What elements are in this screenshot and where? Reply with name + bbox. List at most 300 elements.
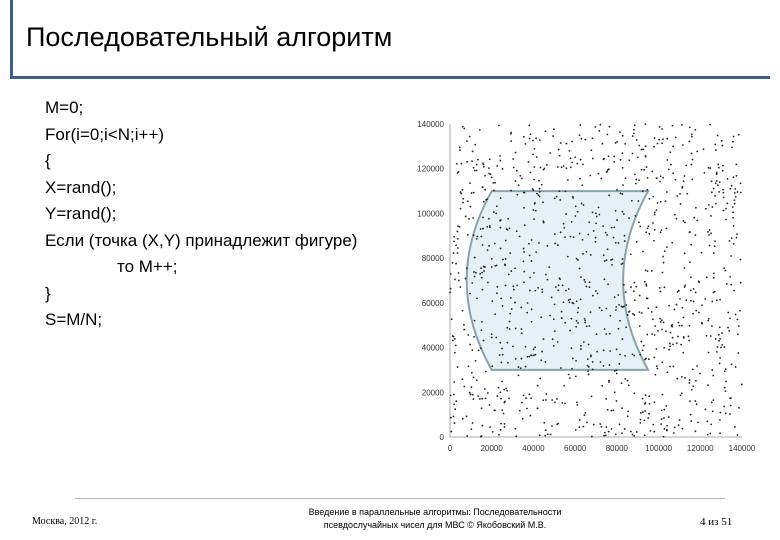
scatter-point — [561, 166, 563, 168]
scatter-point — [718, 191, 720, 193]
scatter-point — [654, 334, 656, 336]
scatter-point — [571, 368, 573, 370]
scatter-point — [646, 334, 648, 336]
scatter-point — [721, 140, 723, 142]
scatter-point — [453, 394, 455, 396]
scatter-point — [737, 434, 739, 436]
scatter-point — [676, 218, 678, 220]
scatter-point — [633, 392, 635, 394]
scatter-point — [633, 133, 635, 135]
scatter-point — [541, 184, 543, 186]
y-tick-label: 80000 — [421, 254, 444, 264]
scatter-point — [539, 196, 541, 198]
scatter-point — [522, 418, 524, 420]
scatter-point — [695, 292, 697, 294]
scatter-point — [684, 377, 686, 379]
scatter-point — [660, 423, 662, 425]
scatter-point — [539, 191, 541, 193]
scatter-point — [470, 393, 472, 395]
scatter-point — [729, 413, 731, 415]
scatter-point — [510, 270, 512, 272]
scatter-point — [498, 125, 500, 127]
scatter-point — [711, 325, 713, 327]
scatter-point — [654, 374, 656, 376]
scatter-point — [666, 138, 668, 140]
scatter-point — [584, 318, 586, 320]
scatter-point — [712, 399, 714, 401]
scatter-point — [663, 347, 665, 349]
scatter-point — [665, 405, 667, 407]
scatter-point — [668, 416, 670, 418]
scatter-point — [510, 190, 512, 192]
scatter-point — [530, 397, 532, 399]
x-tick-label: 120000 — [686, 444, 714, 453]
scatter-point — [638, 179, 640, 181]
scatter-point — [526, 408, 528, 410]
scatter-point — [500, 219, 502, 221]
scatter-point — [645, 231, 647, 233]
scatter-point — [605, 398, 607, 400]
scatter-point — [582, 253, 584, 255]
scatter-point — [494, 182, 496, 184]
scatter-point — [563, 227, 565, 229]
scatter-point — [604, 278, 606, 280]
scatter-point — [510, 140, 512, 142]
scatter-point — [707, 231, 709, 233]
scatter-point — [652, 222, 654, 224]
scatter-point — [721, 332, 723, 334]
scatter-point — [578, 426, 580, 428]
scatter-point — [674, 179, 676, 181]
scatter-point — [587, 234, 589, 236]
scatter-point — [483, 164, 485, 166]
scatter-point — [529, 254, 531, 256]
scatter-point — [666, 227, 668, 229]
scatter-point — [564, 236, 566, 238]
scatter-point — [531, 355, 533, 357]
scatter-point — [688, 382, 690, 384]
scatter-point — [714, 240, 716, 242]
scatter-point — [453, 236, 455, 238]
scatter-point — [636, 431, 638, 433]
scatter-point — [682, 144, 684, 146]
scatter-point — [635, 179, 637, 181]
scatter-point — [559, 277, 561, 279]
scatter-point — [537, 287, 539, 289]
scatter-point — [450, 288, 452, 290]
scatter-point — [527, 356, 529, 358]
scatter-point — [564, 191, 566, 193]
scatter-point — [613, 226, 615, 228]
scatter-point — [625, 326, 627, 328]
scatter-point — [681, 392, 683, 394]
scatter-point — [579, 178, 581, 180]
scatter-point — [655, 209, 657, 211]
scatter-point — [660, 321, 662, 323]
scatter-point — [462, 202, 464, 204]
scatter-point — [676, 304, 678, 306]
scatter-point — [537, 407, 539, 409]
scatter-point — [709, 229, 711, 231]
scatter-point — [627, 314, 629, 316]
scatter-point — [708, 352, 710, 354]
scatter-point — [727, 178, 729, 180]
scatter-point — [733, 225, 735, 227]
code-line: то M++; — [117, 257, 178, 276]
scatter-point — [481, 277, 483, 279]
scatter-point — [528, 161, 530, 163]
scatter-point — [689, 231, 691, 233]
scatter-point — [684, 222, 686, 224]
scatter-point — [584, 139, 586, 141]
scatter-point — [562, 284, 564, 286]
scatter-point — [646, 285, 648, 287]
scatter-point — [482, 425, 484, 427]
scatter-point — [659, 287, 661, 289]
scatter-point — [673, 432, 675, 434]
scatter-point — [684, 253, 686, 255]
scatter-point — [716, 172, 718, 174]
scatter-point — [644, 410, 646, 412]
scatter-point — [683, 180, 685, 182]
scatter-point — [719, 357, 721, 359]
scatter-point — [680, 203, 682, 205]
scatter-point — [580, 276, 582, 278]
scatter-point — [707, 434, 709, 436]
scatter-point — [512, 285, 514, 287]
scatter-point — [551, 399, 553, 401]
scatter-point — [460, 163, 462, 165]
scatter-point — [613, 409, 615, 411]
scatter-point — [694, 129, 696, 131]
scatter-point — [696, 151, 698, 153]
scatter-point — [541, 291, 543, 293]
scatter-point — [514, 302, 516, 304]
scatter-point — [649, 430, 651, 432]
scatter-point — [555, 286, 557, 288]
scatter-point — [673, 366, 675, 368]
scatter-point — [652, 196, 654, 198]
scatter-point — [733, 290, 735, 292]
scatter-point — [626, 304, 628, 306]
scatter-point — [476, 297, 478, 299]
scatter-point — [545, 274, 547, 276]
scatter-point — [579, 233, 581, 235]
scatter-point — [563, 385, 565, 387]
scatter-point — [690, 420, 692, 422]
scatter-point — [457, 252, 459, 254]
scatter-point — [450, 431, 452, 433]
scatter-point — [462, 126, 464, 128]
scatter-point — [651, 270, 653, 272]
scatter-point — [647, 270, 649, 272]
scatter-point — [534, 148, 536, 150]
scatter-point — [512, 345, 514, 347]
scatter-point — [641, 149, 643, 151]
scatter-point — [485, 371, 487, 373]
scatter-point — [719, 338, 721, 340]
scatter-point — [661, 319, 663, 321]
scatter-point — [649, 403, 651, 405]
scatter-point — [609, 364, 611, 366]
scatter-point — [715, 182, 717, 184]
scatter-point — [462, 418, 464, 420]
scatter-point — [570, 157, 572, 159]
scatter-point — [514, 428, 516, 430]
scatter-point — [529, 415, 531, 417]
scatter-point — [692, 385, 694, 387]
scatter-point — [666, 246, 668, 248]
scatter-point — [714, 245, 716, 247]
scatter-point — [589, 175, 591, 177]
scatter-point — [627, 410, 629, 412]
scatter-point — [592, 369, 594, 371]
scatter-point — [619, 423, 621, 425]
scatter-point — [476, 235, 478, 237]
scatter-point — [605, 434, 607, 436]
scatter-point — [467, 200, 469, 202]
scatter-point — [538, 180, 540, 182]
scatter-point — [719, 299, 721, 301]
scatter-point — [595, 212, 597, 214]
scatter-point — [719, 419, 721, 421]
scatter-point — [458, 272, 460, 274]
scatter-point — [729, 276, 731, 278]
scatter-point — [651, 333, 653, 335]
scatter-point — [606, 308, 608, 310]
scatter-point — [486, 226, 488, 228]
scatter-point — [481, 321, 483, 323]
scatter-point — [729, 240, 731, 242]
scatter-point — [703, 148, 705, 150]
scatter-point — [493, 190, 495, 192]
scatter-point — [719, 181, 721, 183]
scatter-point — [609, 315, 611, 317]
scatter-point — [607, 169, 609, 171]
scatter-point — [662, 177, 664, 179]
scatter-point — [737, 352, 739, 354]
scatter-point — [614, 370, 616, 372]
scatter-point — [573, 236, 575, 238]
scatter-point — [569, 377, 571, 379]
scatter-point — [508, 274, 510, 276]
scatter-point — [561, 311, 563, 313]
scatter-point — [731, 146, 733, 148]
scatter-point — [469, 392, 471, 394]
scatter-point — [691, 389, 693, 391]
scatter-point — [586, 325, 588, 327]
scatter-point — [473, 192, 475, 194]
scatter-point — [605, 333, 607, 335]
scatter-point — [549, 152, 551, 154]
scatter-point — [484, 175, 486, 177]
scatter-point — [656, 365, 658, 367]
scatter-point — [457, 225, 459, 227]
scatter-point — [738, 407, 740, 409]
scatter-point — [503, 389, 505, 391]
scatter-point — [504, 426, 506, 428]
scatter-point — [473, 336, 475, 338]
scatter-point — [554, 303, 556, 305]
scatter-point — [587, 365, 589, 367]
y-tick-label: 100000 — [417, 209, 444, 219]
scatter-point — [643, 169, 645, 171]
scatter-point — [695, 207, 697, 209]
scatter-point — [615, 210, 617, 212]
scatter-point — [695, 310, 697, 312]
scatter-point — [453, 416, 455, 418]
scatter-point — [473, 234, 475, 236]
scatter-point — [671, 242, 673, 244]
scatter-point — [656, 306, 658, 308]
scatter-point — [465, 216, 467, 218]
scatter-point — [590, 149, 592, 151]
scatter-point — [644, 281, 646, 283]
scatter-point — [662, 138, 664, 140]
scatter-point — [663, 262, 665, 264]
scatter-point — [637, 157, 639, 159]
scatter-point — [705, 208, 707, 210]
scatter-point — [669, 151, 671, 153]
x-tick-label: 40000 — [522, 444, 545, 453]
scatter-point — [713, 252, 715, 254]
scatter-point — [686, 193, 688, 195]
scatter-point — [735, 366, 737, 368]
scatter-point — [471, 192, 473, 194]
scatter-point — [672, 337, 674, 339]
scatter-point — [715, 149, 717, 151]
code-line: S=M/N; — [45, 310, 103, 329]
scatter-point — [615, 142, 617, 144]
scatter-point — [660, 291, 662, 293]
scatter-point — [460, 191, 462, 193]
scatter-point — [632, 434, 634, 436]
scatter-point — [532, 153, 534, 155]
scatter-point — [711, 301, 713, 303]
scatter-point — [523, 281, 525, 283]
scatter-point — [472, 394, 474, 396]
scatter-point — [618, 242, 620, 244]
scatter-point — [489, 404, 491, 406]
scatter-point — [465, 278, 467, 280]
scatter-point — [505, 285, 507, 287]
scatter-point — [498, 387, 500, 389]
scatter-point — [516, 194, 518, 196]
scatter-point — [665, 200, 667, 202]
scatter-point — [480, 329, 482, 331]
scatter-point — [487, 249, 489, 251]
scatter-point — [564, 403, 566, 405]
scatter-point — [570, 166, 572, 168]
scatter-point — [453, 403, 455, 405]
scatter-point — [461, 378, 463, 380]
scatter-point — [601, 426, 603, 428]
scatter-point — [649, 198, 651, 200]
scatter-point — [656, 177, 658, 179]
scatter-point — [661, 418, 663, 420]
scatter-point — [455, 244, 457, 246]
scatter-point — [576, 258, 578, 260]
scatter-point — [710, 423, 712, 425]
scatter-point — [719, 363, 721, 365]
scatter-point — [500, 429, 502, 431]
scatter-point — [580, 159, 582, 161]
scatter-point — [693, 217, 695, 219]
scatter-point — [585, 286, 587, 288]
scatter-point — [521, 402, 523, 404]
scatter-point — [729, 188, 731, 190]
scatter-point — [477, 395, 479, 397]
scatter-point — [624, 428, 626, 430]
scatter-point — [469, 293, 471, 295]
scatter-point — [458, 280, 460, 282]
y-tick-label: 120000 — [417, 164, 444, 174]
scatter-point — [609, 350, 611, 352]
scatter-point — [726, 203, 728, 205]
scatter-point — [477, 159, 479, 161]
scatter-point — [450, 395, 452, 397]
scatter-point — [709, 245, 711, 247]
scatter-point — [559, 199, 561, 201]
scatter-point — [737, 191, 739, 193]
scatter-point — [559, 155, 561, 157]
scatter-point — [528, 393, 530, 395]
scatter-point — [558, 190, 560, 192]
scatter-point — [648, 413, 650, 415]
scatter-point — [659, 126, 661, 128]
scatter-point — [660, 175, 662, 177]
scatter-point — [672, 125, 674, 127]
scatter-point — [713, 277, 715, 279]
scatter-point — [509, 321, 511, 323]
scatter-point — [550, 434, 552, 436]
y-tick-label: 0 — [439, 433, 444, 442]
code-block — [45, 95, 357, 334]
scatter-point — [630, 286, 632, 288]
scatter-point — [472, 217, 474, 219]
scatter-point — [622, 263, 624, 265]
scatter-point — [466, 415, 468, 417]
scatter-point — [710, 232, 712, 234]
scatter-point — [452, 340, 454, 342]
scatter-point — [648, 233, 650, 235]
scatter-point — [568, 299, 570, 301]
scatter-point — [601, 309, 603, 311]
scatter-point — [669, 343, 671, 345]
scatter-point — [731, 185, 733, 187]
scatter-point — [684, 285, 686, 287]
scatter-point — [661, 409, 663, 411]
scatter-point — [518, 184, 520, 186]
scatter-point — [677, 291, 679, 293]
scatter-point — [603, 435, 605, 437]
scatter-point — [722, 145, 724, 147]
scatter-point — [658, 139, 660, 141]
scatter-point — [688, 140, 690, 142]
scatter-point — [668, 305, 670, 307]
scatter-point — [457, 366, 459, 368]
scatter-point — [479, 129, 481, 131]
scatter-point — [494, 313, 496, 315]
scatter-point — [654, 137, 656, 139]
scatter-point — [475, 272, 477, 274]
scatter-point — [621, 432, 623, 434]
scatter-point — [609, 126, 611, 128]
scatter-point — [696, 403, 698, 405]
scatter-point — [529, 138, 531, 140]
scatter-point — [470, 386, 472, 388]
scatter-point — [660, 201, 662, 203]
